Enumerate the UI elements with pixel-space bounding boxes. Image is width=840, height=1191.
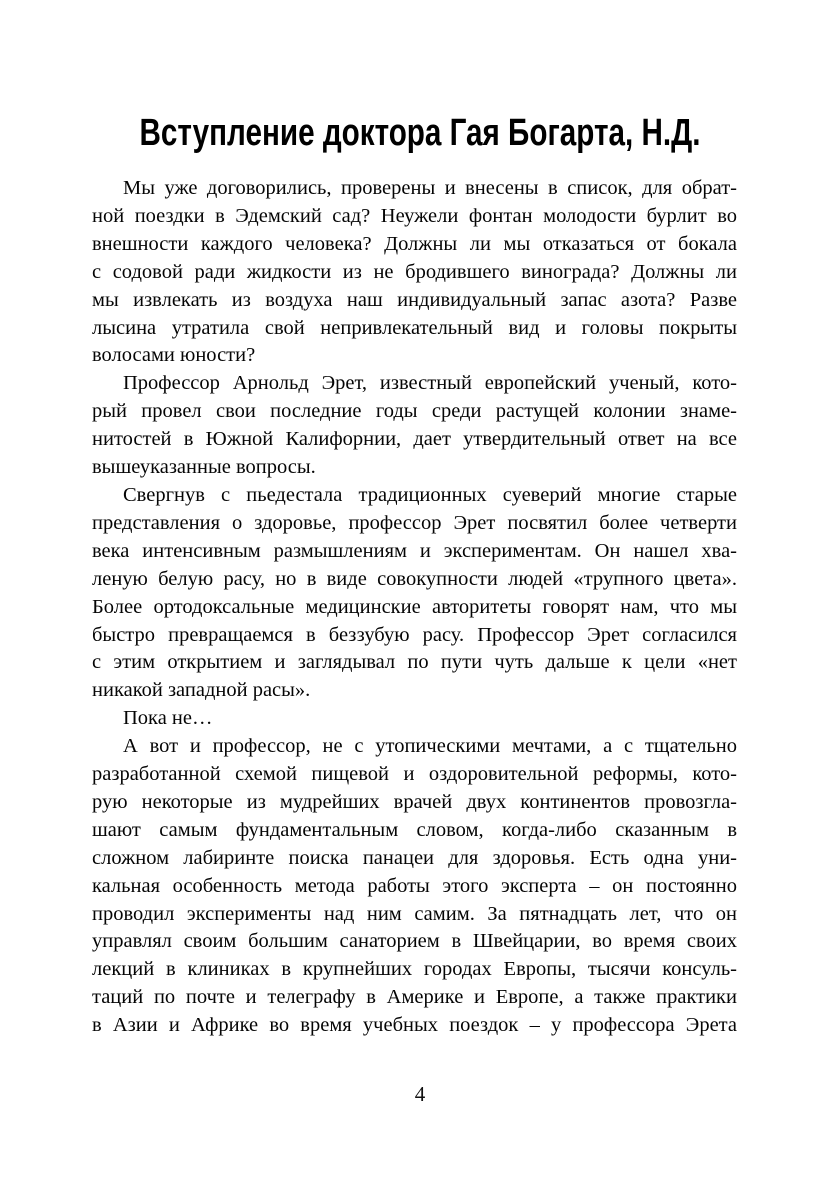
text-line: в Азии и Африке во время учебных поездок – у профессора Эрета — [92, 1014, 737, 1037]
text-line: таций по почте и телеграфу в Америке и Европе, а также практики — [92, 986, 737, 1009]
text-line: Мы уже договорились, проверены и внесены в список, для обрат- — [123, 177, 737, 199]
text-line: лекций в клиниках в крупнейших городах Европы, тысячи консуль- — [92, 958, 737, 981]
text-line: леную белую расу, но в виде совокупности людей «трупного цвета». — [92, 567, 737, 590]
text-line: Пока не… — [123, 707, 213, 730]
page-title: Вступление доктора Гая Богарта, Н.Д. — [139, 112, 701, 154]
text-line: А вот и профессор, не с утопическими мечтами, а с тщательно — [123, 735, 737, 758]
text-line: представления о здоровье, профессор Эрет посвятил более четверти — [92, 511, 737, 534]
text-line: внешности каждого человека? Должны ли мы отказаться от бокала — [92, 232, 737, 255]
text-line: сложном лабиринте поиска панацеи для здоровья. Есть одна уни- — [92, 846, 737, 869]
text-line: рую некоторые из мудрейших врачей двух континентов провозгла- — [92, 790, 737, 813]
text-line: разработанной схемой пищевой и оздоровительной реформы, кото- — [92, 763, 737, 786]
body-text — [92, 175, 737, 1040]
text-line: быстро превращаемся в беззубую расу. Профессор Эрет согласился — [92, 623, 737, 646]
text-line: с содовой ради жидкости из не бродившего винограда? Должны ли — [92, 260, 737, 283]
text-line: Профессор Арнольд Эрет, известный европейский ученый, кото- — [123, 372, 737, 395]
text-line: нитостей в Южной Калифорнии, дает утвердительный ответ на все — [92, 428, 737, 451]
text-line: шают самым фундаментальным словом, когда-либо сказанным в — [92, 818, 737, 841]
text-line: рый провел свои последние годы среди растущей колонии знаме- — [92, 400, 737, 423]
text-line: ной поездки в Эдемский сад? Неужели фонтан молодости бурлит во — [92, 204, 737, 227]
text-line: проводил эксперименты над ним самим. За пятнадцать лет, что он — [92, 902, 737, 925]
page-number: 4 — [414, 1082, 426, 1106]
text-line: кальная особенность метода работы этого эксперта – он постоянно — [92, 874, 737, 897]
text-line: управлял своим большим санаторием в Швейцарии, во время своих — [92, 930, 737, 953]
text-line: Свергнув с пьедестала традиционных суеверий многие старые — [123, 483, 737, 506]
text-line: никакой западной расы». — [92, 679, 311, 702]
text-line: с этим открытием и заглядывал по пути чуть дальше к цели «нет — [92, 651, 737, 674]
text-line: мы извлекать из воздуха наш индивидуальный запас азота? Разве — [92, 288, 737, 311]
text-line: лысина утратила свой непривлекательный вид и головы покрыты — [92, 316, 737, 339]
text-line: века интенсивным размышлениям и экспериментам. Он нашел хва- — [92, 539, 737, 562]
text-line: волосами юности? — [92, 344, 256, 367]
text-line: Более ортодоксальные медицинские авторитеты говорят нам, что мы — [92, 595, 737, 618]
text-line: вышеуказанные вопросы. — [92, 456, 316, 479]
